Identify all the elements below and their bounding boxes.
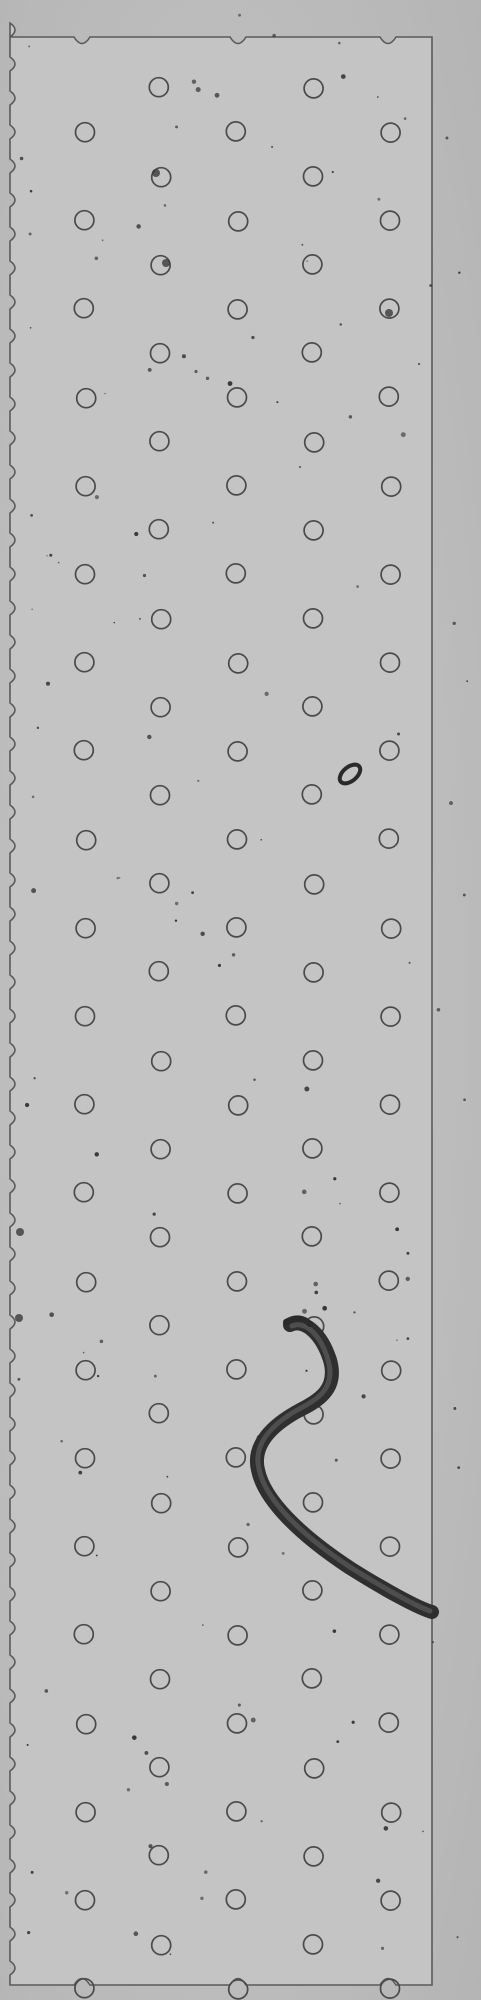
channel-outline (10, 23, 432, 1985)
debris-speck (282, 1552, 285, 1555)
debris-speck (95, 495, 99, 499)
debris-speck (407, 1337, 410, 1340)
debris-speck (376, 1879, 380, 1883)
debris-speck (32, 796, 35, 799)
debris-speck (271, 146, 273, 148)
debris-speck (396, 1340, 397, 1341)
debris-speck (204, 1870, 208, 1874)
debris-speck (206, 377, 209, 380)
debris-speck (463, 894, 466, 897)
debris-speck (46, 555, 47, 556)
debris-speck (349, 415, 352, 418)
debris-speck (406, 1277, 410, 1281)
debris-speck (148, 1844, 152, 1848)
debris-speck (134, 532, 138, 536)
debris-speck (302, 1309, 307, 1314)
debris-speck (100, 1340, 104, 1344)
debris-speck (196, 87, 201, 92)
debris-speck (422, 1831, 424, 1833)
debris-speck (314, 1291, 318, 1295)
debris-speck (60, 1440, 62, 1442)
debris-speck (30, 514, 33, 517)
debris-speck (96, 1555, 98, 1557)
debris-spot (152, 169, 160, 177)
debris-speck (30, 190, 33, 193)
debris-speck (153, 1212, 156, 1215)
debris-speck (377, 96, 379, 98)
debris-speck (139, 618, 141, 620)
debris-speck (31, 608, 33, 610)
debris-speck (238, 1703, 241, 1706)
debris-speck (97, 1375, 99, 1377)
debris-speck (127, 1788, 130, 1791)
debris-speck (341, 74, 346, 79)
debris-speck (175, 920, 177, 922)
debris-speck (175, 125, 178, 128)
debris-speck (95, 1152, 99, 1156)
debris-speck (361, 1394, 365, 1398)
debris-speck (49, 554, 52, 557)
debris-speck (299, 466, 301, 468)
debris-speck (27, 1931, 30, 1934)
debris-speck (260, 839, 262, 841)
debris-speck (457, 1936, 459, 1938)
debris-speck (339, 1203, 341, 1205)
debris-speck (463, 1098, 466, 1101)
debris-speck (332, 171, 334, 173)
debris-speck (104, 393, 105, 394)
debris-speck (28, 45, 30, 47)
debris-speck (65, 1891, 68, 1894)
debris-speck (302, 1190, 307, 1195)
debris-speck (197, 780, 199, 782)
debris-speck (340, 323, 342, 325)
debris-speck (335, 1459, 338, 1462)
debris-speck (45, 1689, 49, 1693)
debris-speck (429, 284, 432, 287)
debris-speck (33, 1077, 35, 1079)
debris-speck (25, 1103, 29, 1107)
debris-speck (458, 272, 460, 274)
debris-speck (397, 733, 400, 736)
debris-speck (418, 363, 420, 365)
debris-speck (119, 877, 120, 878)
debris-speck (147, 735, 151, 739)
debris-speck (58, 562, 60, 564)
debris-speck (238, 14, 241, 17)
debris-speck (322, 1306, 327, 1311)
debris-speck (261, 1820, 263, 1822)
debris-speck (192, 79, 196, 83)
debris-speck (218, 964, 221, 967)
debris-speck (449, 801, 453, 805)
debris-speck (313, 1282, 318, 1287)
debris-speck (251, 1718, 256, 1723)
debris-speck (333, 1177, 336, 1180)
debris-speck (384, 1826, 389, 1831)
debris-speck (336, 1740, 339, 1743)
debris-speck (164, 204, 167, 207)
debris-speck (95, 256, 99, 260)
debris-speck (170, 1953, 172, 1955)
debris-speck (466, 680, 468, 682)
debris-speck (306, 260, 307, 261)
debris-speck (114, 622, 115, 623)
debris-speck (166, 1476, 168, 1478)
debris-speck (154, 1375, 157, 1378)
debris-speck (356, 585, 359, 588)
debris-speck (182, 354, 186, 358)
debris-spot (16, 1228, 24, 1236)
debris-speck (432, 1641, 434, 1643)
debris-speck (253, 1079, 255, 1081)
debris-speck (407, 1252, 410, 1255)
debris-speck (102, 239, 104, 241)
debris-speck (37, 727, 39, 729)
debris-spot (15, 1314, 23, 1322)
debris-speck (49, 1312, 54, 1317)
debris-speck (17, 1378, 20, 1381)
debris-speck (228, 381, 233, 386)
debris-speck (132, 1735, 137, 1740)
debris-speck (272, 34, 275, 37)
debris-speck (194, 370, 197, 373)
debris-speck (20, 157, 24, 161)
debris-spot (385, 309, 393, 317)
debris-speck (117, 877, 119, 879)
debris-speck (78, 1471, 82, 1475)
debris-speck (134, 1931, 139, 1936)
debris-speck (304, 1087, 309, 1092)
debris-speck (144, 1751, 148, 1755)
debris-speck (338, 42, 341, 45)
debris-speck (457, 1466, 460, 1469)
debris-speck (301, 244, 303, 246)
debris-speck (200, 932, 204, 936)
debris-speck (165, 1782, 169, 1786)
debris-speck (333, 1629, 337, 1633)
debris-speck (453, 1407, 456, 1410)
debris-speck (401, 432, 406, 437)
debris-speck (265, 692, 269, 696)
microfluidic-channel (10, 23, 432, 1985)
debris-speck (200, 1897, 203, 1900)
debris-speck (27, 1744, 29, 1746)
debris-speck (251, 336, 254, 339)
debris-speck (437, 1008, 441, 1012)
debris-speck (29, 233, 32, 236)
debris-speck (83, 1352, 85, 1354)
debris-speck (446, 137, 449, 140)
debris-speck (30, 327, 32, 329)
debris-speck (353, 1311, 355, 1313)
debris-speck (404, 117, 407, 120)
debris-speck (148, 368, 152, 372)
debris-speck (212, 522, 214, 524)
debris-speck (46, 682, 50, 686)
debris-speck (352, 1721, 355, 1724)
debris-speck (377, 198, 380, 201)
debris-spot (162, 259, 170, 267)
debris-speck (143, 574, 146, 577)
debris-speck (31, 888, 36, 893)
debris-speck (381, 1947, 384, 1950)
debris-speck (191, 891, 194, 894)
debris-speck (246, 1523, 249, 1526)
debris-speck (305, 1370, 307, 1372)
debris-speck (215, 93, 220, 98)
debris-speck (136, 224, 141, 229)
debris-speck (453, 622, 456, 625)
debris-speck (31, 1871, 34, 1874)
debris-speck (175, 902, 178, 905)
debris-speck (202, 1624, 204, 1626)
debris-speck (276, 401, 278, 403)
debris-speck (395, 1227, 399, 1231)
debris-speck (232, 953, 235, 956)
debris-speck (409, 962, 411, 964)
